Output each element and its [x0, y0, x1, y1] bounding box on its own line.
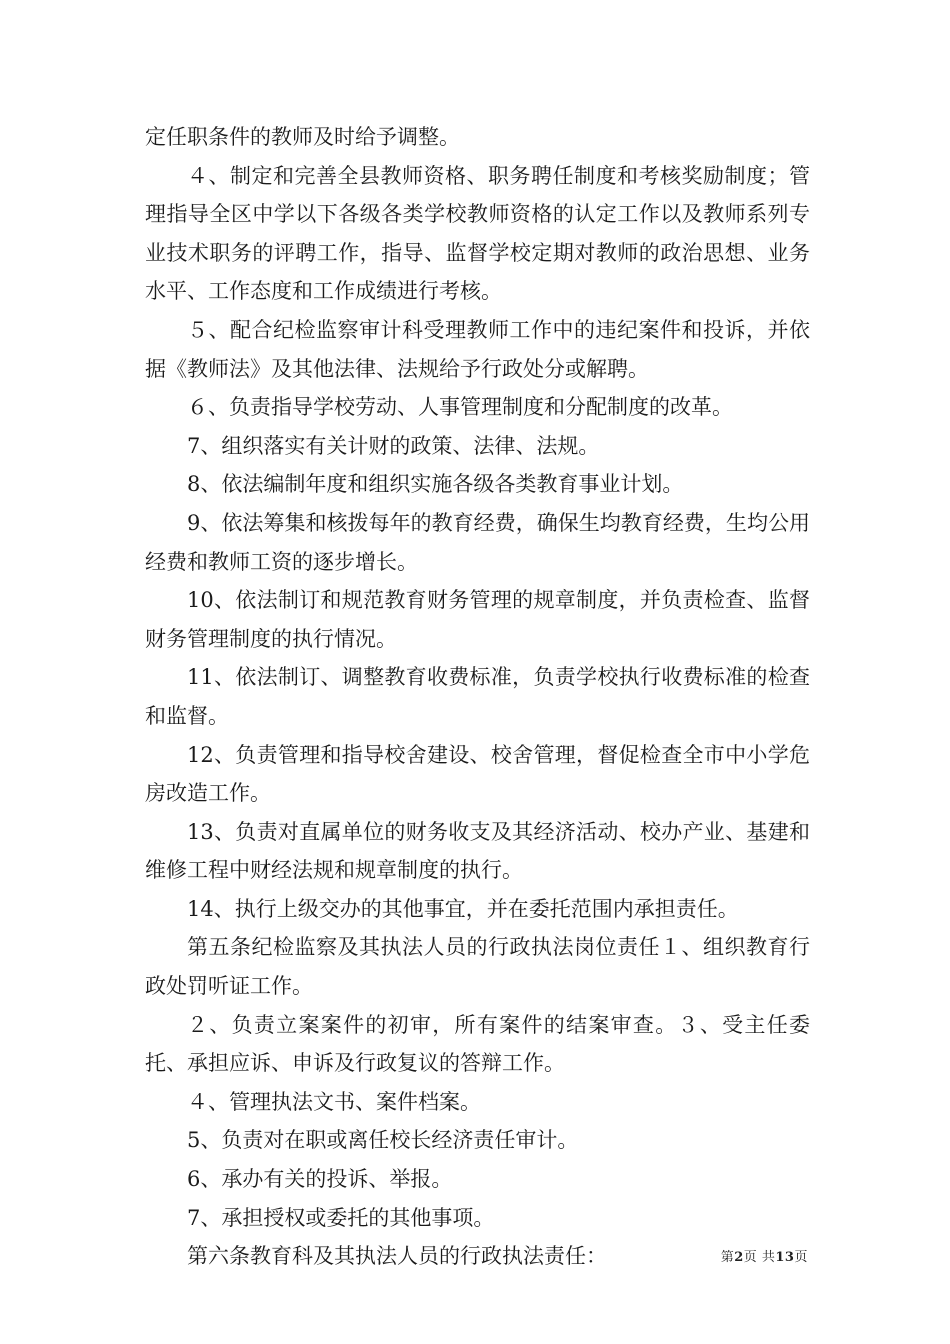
- current-page-number: 2: [734, 1250, 744, 1265]
- footer-suffix: 页: [794, 1250, 808, 1265]
- paragraph-article-5-item-6: 6、承办有关的投诉、举报。: [187, 1167, 453, 1192]
- paragraph-item-5: ５、配合纪检监察审计科受理教师工作中的违纪案件和投诉，并依据《教师法》及其他法律、法规给予行政处分或解聘。: [145, 317, 810, 381]
- paragraph-item-10: 10、依法制订和规范教育财务管理的规章制度，并负责检查、监督财务管理制度的执行情况。: [145, 588, 810, 651]
- paragraph-item-14: 14、执行上级交办的其他事宜，并在委托范围内承担责任。: [187, 896, 739, 921]
- document-body: [145, 118, 810, 1276]
- paragraph-item-12: 12、负责管理和指导校舍建设、校舍管理，督促检查全市中小学危房改造工作。: [145, 742, 810, 806]
- section-heading-article-5: 第五条纪检监察及其执法人员的行政执法岗位责任１、组织教育行政处罚听证工作。: [145, 935, 810, 999]
- paragraph-article-5-items-2-3: ２、负责立案案件的初审，所有案件的结案审查。３、受主任委托、承担应诉、申诉及行政复议的答辩工作。: [145, 1012, 810, 1076]
- page-number-footer: [0, 1246, 808, 1265]
- footer-prefix: 第: [720, 1250, 735, 1265]
- paragraph-article-5-item-7: 7、承担授权或委托的其他事项。: [187, 1205, 495, 1230]
- paragraph-item-13: 13、负责对直属单位的财务收支及其经济活动、校办产业、基建和维修工程中财经法规和规章制度的执行。: [145, 819, 810, 883]
- total-pages-number: 13: [775, 1250, 795, 1265]
- section-heading-article-6: 第六条教育科及其执法人员的行政执法责任：: [187, 1244, 607, 1269]
- paragraph-article-5-item-5: 5、负责对在职或离任校长经济责任审计。: [187, 1128, 579, 1153]
- paragraph-item-6: ６、负责指导学校劳动、人事管理制度和分配制度的改革。: [187, 395, 733, 420]
- paragraph-item-9: 9、依法筹集和核拨每年的教育经费，确保生均教育经费，生均公用经费和教师工资的逐步增长。: [145, 510, 810, 574]
- paragraph-continuation: 定任职条件的教师及时给予调整。: [145, 125, 460, 149]
- paragraph-item-8: 8、依法编制年度和组织实施各级各类教育事业计划。: [187, 472, 684, 497]
- footer-middle: 页 共: [743, 1250, 776, 1265]
- paragraph-article-5-item-4: ４、管理执法文书、案件档案。: [187, 1089, 481, 1114]
- paragraph-item-7: 7、组织落实有关计财的政策、法律、法规。: [187, 433, 600, 458]
- paragraph-item-4: ４、制定和完善全县教师资格、职务聘任制度和考核奖励制度；管理指导全区中学以下各级各类学校教师资格的认定工作以及教师系列专业技术职务的评聘工作，指导、监督学校定期对教师的政治思想、业务水平、工作态度和工作成绩进行考核。: [145, 163, 810, 304]
- paragraph-item-11: 11、依法制订、调整教育收费标准，负责学校执行收费标准的检查和监督。: [145, 665, 810, 728]
